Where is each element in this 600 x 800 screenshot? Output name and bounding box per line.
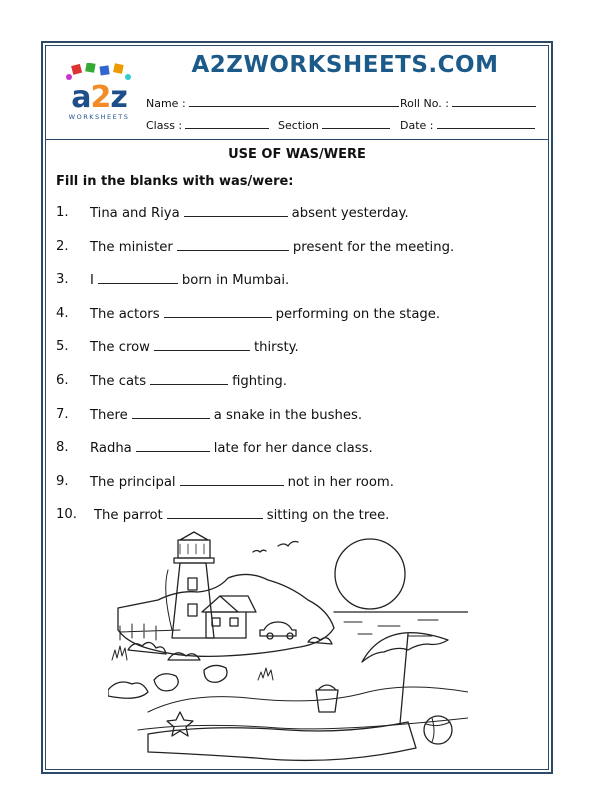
a2z-logo [58, 63, 140, 123]
date-label: Date : [400, 119, 434, 132]
answer-blank[interactable] [150, 373, 228, 385]
class-field[interactable] [146, 118, 269, 132]
answer-blank[interactable] [164, 306, 272, 318]
lighthouse-icon [166, 532, 214, 638]
question-item [56, 474, 536, 508]
answer-blank[interactable] [167, 507, 263, 519]
question-item [56, 440, 536, 474]
question-number: 4. [56, 305, 69, 321]
site-title: A2ZWORKSHEETS.COM [191, 52, 499, 78]
question-number: 3. [56, 272, 69, 288]
answer-blank[interactable] [177, 239, 289, 251]
question-number: 7. [56, 406, 69, 422]
question-text-after: absent yesterday. [291, 206, 409, 221]
question-number: 9. [56, 473, 69, 489]
svg-text:WORKSHEETS: WORKSHEETS [68, 113, 130, 121]
car-icon [260, 622, 296, 636]
question-text-before: The actors [90, 306, 160, 322]
answer-blank[interactable] [184, 205, 288, 217]
question-text-after: present for the meeting. [292, 239, 455, 255]
starfish-icon [167, 712, 193, 736]
section-line[interactable] [322, 118, 390, 129]
question-text-before: Radha [90, 441, 132, 457]
question-text-after: thirsty. [253, 340, 299, 356]
date-line[interactable] [437, 118, 535, 129]
question-item [56, 205, 536, 239]
question-text-after: fighting. [232, 373, 287, 389]
answer-blank[interactable] [136, 440, 210, 452]
question-number: 1. [56, 205, 69, 220]
question-text-after: performing on the stage. [275, 306, 441, 322]
sun-icon [335, 539, 405, 609]
question-text-before: I [90, 273, 94, 289]
beach-umbrella-icon [362, 633, 448, 724]
header-divider [45, 139, 549, 140]
section-field[interactable] [278, 118, 390, 132]
question-number: 2. [56, 238, 69, 254]
roll-field[interactable] [400, 96, 536, 110]
svg-text:a2z: a2z [71, 80, 127, 115]
question-item [56, 339, 536, 373]
answer-blank[interactable] [154, 339, 250, 351]
question-item [56, 306, 536, 340]
question-number: 8. [56, 440, 69, 456]
class-line[interactable] [185, 118, 269, 129]
question-number: 5. [56, 339, 69, 355]
question-list [56, 205, 536, 541]
beach-lighthouse-scene-icon [108, 530, 468, 762]
worksheet-title: USE OF WAS/WERE [228, 147, 366, 162]
name-field[interactable] [146, 96, 399, 110]
section-label: Section [278, 119, 319, 132]
question-text-before: The crow [90, 340, 150, 356]
question-item [56, 239, 536, 273]
name-label: Name : [146, 97, 186, 110]
instruction-text: Fill in the blanks with was/were: [56, 174, 294, 189]
question-text-after: born in Mumbai. [181, 273, 290, 289]
bird-icon [253, 550, 266, 552]
question-text-after: sitting on the tree. [266, 508, 390, 524]
answer-blank[interactable] [132, 407, 210, 419]
class-label: Class : [146, 119, 183, 132]
roll-label: Roll No. : [400, 97, 449, 110]
answer-blank[interactable] [98, 272, 178, 284]
question-item [56, 407, 536, 441]
question-text-before: There [90, 407, 128, 423]
beach-ball-icon [424, 716, 452, 744]
question-text-before: The minister [90, 239, 173, 255]
question-text-before: The principal [90, 474, 176, 490]
question-text-after: a snake in the bushes. [213, 407, 363, 423]
date-field[interactable] [400, 118, 535, 132]
question-text-before: The parrot [94, 508, 163, 524]
question-item [56, 373, 536, 407]
question-number: 6. [56, 372, 69, 388]
bird-icon [278, 542, 298, 547]
question-text-after: late for her dance class. [213, 441, 373, 457]
question-number: 10. [56, 507, 77, 523]
answer-blank[interactable] [180, 474, 284, 486]
question-text-before: The cats [90, 373, 147, 389]
roll-line[interactable] [452, 96, 536, 107]
question-text-before: Tina and Riya [90, 206, 180, 221]
question-text-after: not in her room. [287, 474, 394, 490]
question-item [56, 272, 536, 306]
name-line[interactable] [189, 96, 399, 107]
